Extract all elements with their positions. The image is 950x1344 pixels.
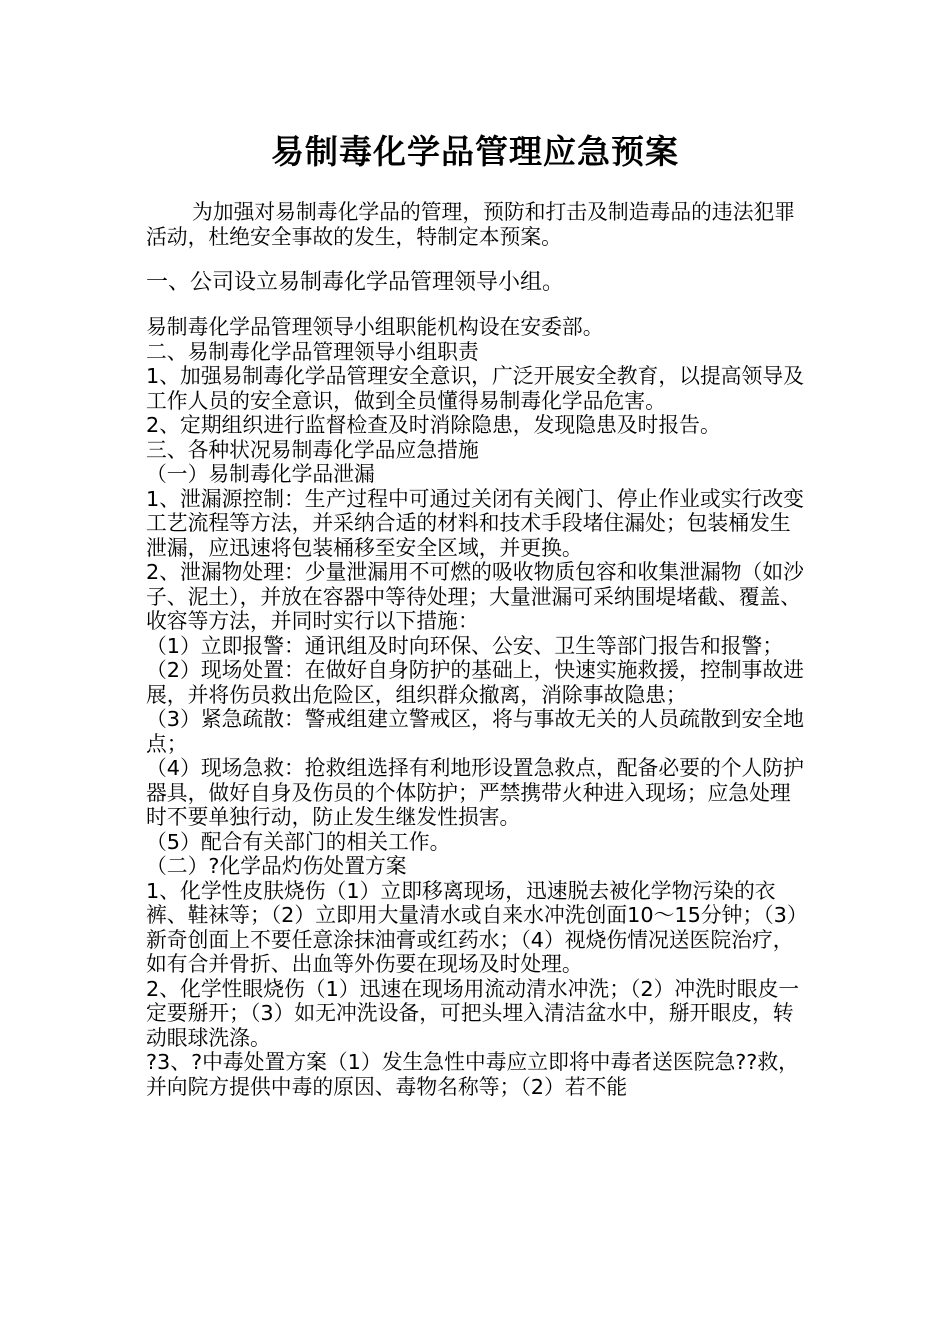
document-title: 易制毒化学品管理应急预案 — [271, 132, 679, 171]
subsection-2-heading: （二）?化学品灼伤处置方案 — [146, 854, 407, 878]
duty-item-2: 2、定期组织进行监督检查及时消除隐患，发现隐患及时报告。 — [146, 413, 721, 437]
section-1-text: 易制毒化学品管理领导小组职能机构设在安委部。 — [146, 315, 604, 339]
subsection-1-heading: （一）易制毒化学品泄漏 — [146, 462, 375, 486]
section-2-heading: 二、易制毒化学品管理领导小组职责 — [146, 339, 479, 364]
measure-2: （2）现场处置：在做好自身防护的基础上，快速实施救援，控制事故进展，并将伤员救出危险区，组织群众撤离，消除事故隐患； — [146, 658, 804, 707]
section-3-heading: 三、各种状况易制毒化学品应急措施 — [146, 437, 479, 462]
measure-4: （4）现场急救：抢救组选择有利地形设置急救点，配备必要的个人防护器具，做好自身及伤员的个体防护；严禁携带火种进入现场；应急处理时不要单独行动，防止发生继发性损害。 — [146, 756, 804, 829]
eye-burn-paragraph: 2、化学性眼烧伤（1）迅速在现场用流动清水冲洗；（2）冲洗时眼皮一定要掰开；（3）如无冲洗设备，可把头埋入清洁盆水中，掰开眼皮，转动眼球洗涤。 — [146, 976, 800, 1050]
measure-1: （1）立即报警：通讯组及时向环保、公安、卫生等部门报告和报警； — [146, 633, 784, 658]
skin-burn-paragraph: 1、化学性皮肤烧伤（1）立即移离现场，迅速脱去被化学物污染的衣裤、鞋袜等；（2）立即用大量清水或自来水冲洗创面10～15分钟；（3）新奇创面上不要任意涂抹油膏或红药水；（4）视烧伤情况送医院治疗，如有合并骨折、出血等外伤要在现场及时处理。 — [146, 878, 808, 976]
document-body — [146, 200, 810, 1099]
duty-item-1: 1、加强易制毒化学品管理安全意识，广泛开展安全教育，以提高领导及工作人员的安全意识，做到全员懂得易制毒化学品危害。 — [146, 364, 804, 413]
section-1-heading: 一、公司设立易制毒化学品管理领导小组。 — [146, 270, 565, 295]
measure-3: （3）紧急疏散：警戒组建立警戒区，将与事故无关的人员疏散到安全地点； — [146, 707, 804, 756]
leak-control-paragraph: 1、泄漏源控制：生产过程中可通过关闭有关阀门、停止作业或实行改变工艺流程等方法，并采纳合适的材料和技术手段堵住漏处；包装桶发生泄漏，应迅速将包装桶移至安全区域，并更换。 — [146, 486, 804, 560]
poisoning-paragraph: ?3、?中毒处置方案（1）发生急性中毒应立即将中毒者送医院急??救，并向院方提供中毒的原因、毒物名称等；（2）若不能 — [146, 1050, 799, 1099]
leak-handling-paragraph: 2、泄漏物处理：少量泄漏用不可燃的吸收物质包容和收集泄漏物（如沙子、泥土），并放在容器中等待处理；大量泄漏可采纳围堤堵截、覆盖、收容等方法，并同时实行以下措施： — [146, 560, 804, 633]
measure-5: （5）配合有关部门的相关工作。 — [146, 829, 451, 854]
intro-paragraph: 为加强对易制毒化学品的管理，预防和打击及制造毒品的违法犯罪活动，杜绝安全事故的发生，特制定本预案。 — [146, 200, 796, 249]
